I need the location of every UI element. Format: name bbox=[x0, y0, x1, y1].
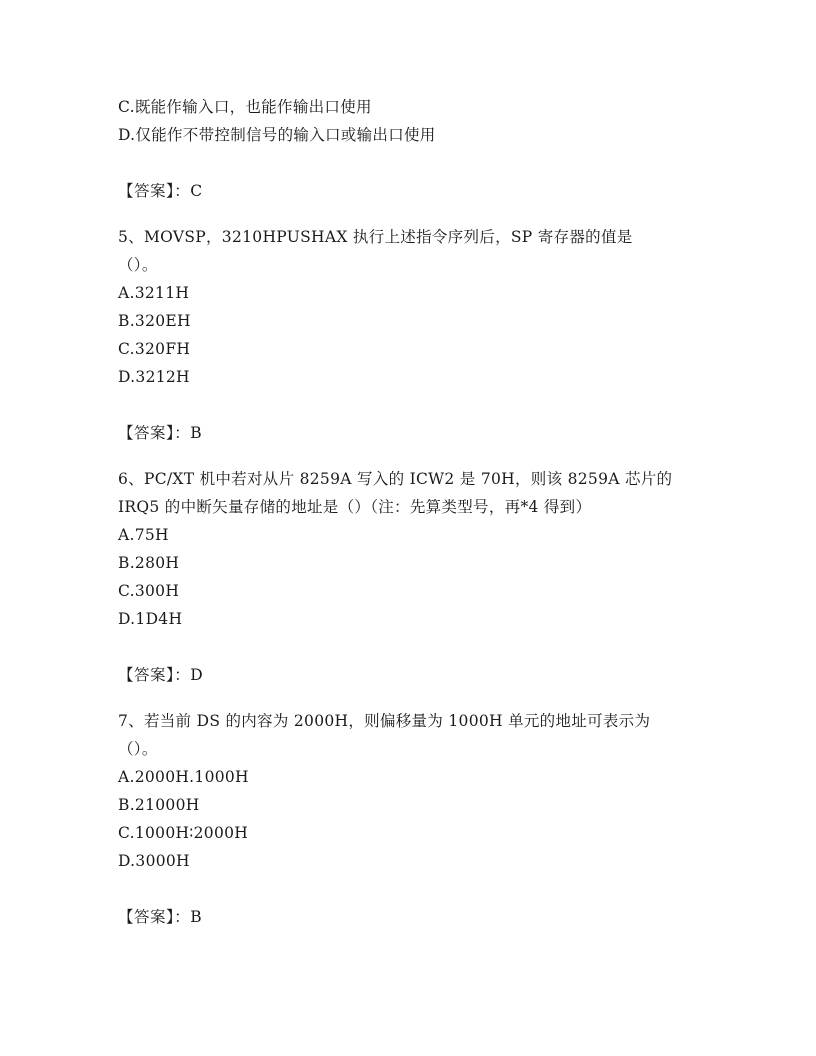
question-5 bbox=[118, 223, 718, 391]
question-5-answer: 【答案】：B bbox=[118, 424, 203, 442]
question-7-answer: 【答案】：B bbox=[118, 908, 203, 926]
question-7-stem-cont: （）。 bbox=[118, 740, 158, 758]
question-5-stem: 5、MOVSP，3210HPUSHAX 执行上述指令序列后，SP 寄存器的值是 bbox=[118, 228, 633, 246]
document-page bbox=[118, 93, 718, 931]
option-b: B.21000H bbox=[118, 796, 200, 814]
option-b: B.280H bbox=[118, 554, 180, 572]
prev-question-options bbox=[118, 93, 718, 149]
question-6 bbox=[118, 465, 718, 633]
option-d: D.1D4H bbox=[118, 610, 183, 628]
question-7-stem: 7、若当前 DS 的内容为 2000H，则偏移量为 1000H 单元的地址可表示为 bbox=[118, 712, 651, 730]
option-c: C.既能作输入口，也能作输出口使用 bbox=[118, 98, 372, 116]
option-a: A.75H bbox=[118, 526, 169, 544]
option-a: A.2000H.1000H bbox=[118, 768, 249, 786]
question-6-stem: 6、PC/XT 机中若对从片 8259A 写入的 ICW2 是 70H，则该 8259A 芯片的 bbox=[118, 470, 673, 488]
question-6-stem-cont: IRQ5 的中断矢量存储的地址是（）（注：先算类型号，再*4 得到） bbox=[118, 498, 592, 516]
option-d: D.仅能作不带控制信号的输入口或输出口使用 bbox=[118, 126, 436, 144]
option-d: D.3212H bbox=[118, 368, 190, 386]
option-b: B.320EH bbox=[118, 312, 191, 330]
prev-answer: 【答案】：C bbox=[118, 182, 203, 200]
question-6-answer: 【答案】：D bbox=[118, 666, 204, 684]
option-c: C.1000H∶2000H bbox=[118, 824, 249, 842]
option-c: C.300H bbox=[118, 582, 180, 600]
option-d: D.3000H bbox=[118, 852, 190, 870]
option-c: C.320FH bbox=[118, 340, 191, 358]
option-a: A.3211H bbox=[118, 284, 190, 302]
question-5-stem-cont: （）。 bbox=[118, 256, 158, 274]
question-7 bbox=[118, 707, 718, 875]
